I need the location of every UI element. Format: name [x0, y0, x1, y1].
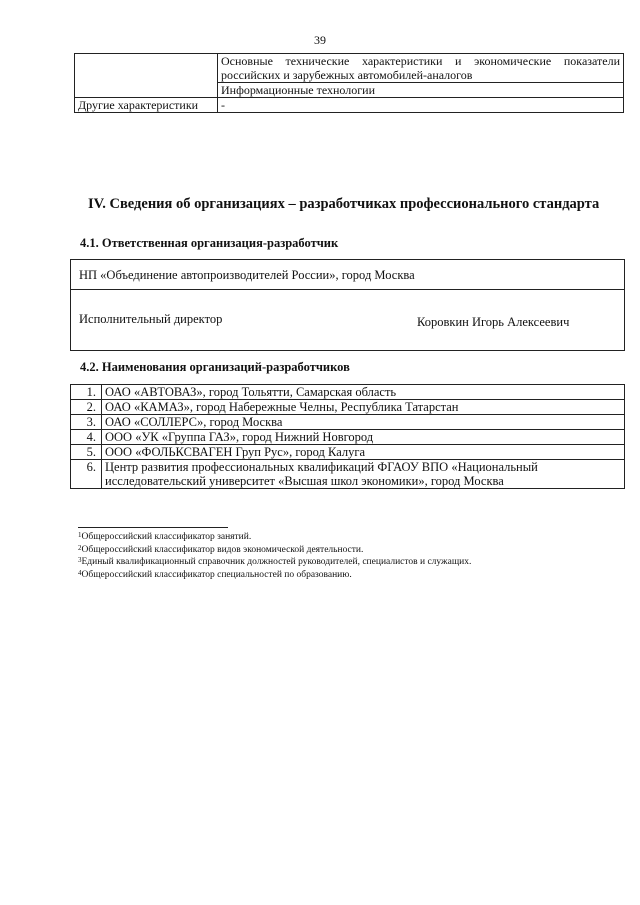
section-title: IV. Сведения об организациях – разработчиках профессионального стандарта [88, 196, 600, 212]
table-cell-label [75, 54, 218, 98]
table-row [71, 460, 625, 489]
page-number: 39 [314, 33, 326, 47]
table-cell-value: Информационные технологии [218, 83, 624, 98]
footnote-mark: 3 [78, 556, 82, 564]
org-name: ОАО «КАМАЗ», город Набережные Челны, Республика Татарстан [102, 400, 625, 415]
table-cell-label: Другие характеристики [75, 98, 218, 113]
row-number: 2. [71, 400, 102, 415]
footnote-mark: 4 [78, 568, 82, 577]
characteristics-table [74, 53, 624, 113]
footnote-rule [78, 527, 228, 528]
responsible-org-box [70, 259, 625, 351]
footnote-text: Общероссийский классификатор видов экономической деятельности. [81, 544, 364, 555]
footnote [78, 544, 471, 557]
footnotes [78, 531, 471, 581]
row-number: 6. [71, 460, 102, 489]
org-name: ООО «ФОЛЬКСВАГЕН Груп Рус», город Калуга [102, 445, 625, 460]
responsible-person: Коровкин Игорь Алексеевич [417, 315, 570, 329]
divider [71, 289, 624, 290]
footnote [78, 556, 471, 569]
table-row [71, 445, 625, 460]
table-row [71, 415, 625, 430]
footnote-mark: 2 [78, 543, 82, 552]
footnote-mark: 1 [78, 531, 82, 539]
org-name: ООО «УК «Группа ГАЗ», город Нижний Новгород [102, 430, 625, 445]
table-cell-value: - [218, 98, 624, 113]
row-number: 3. [71, 415, 102, 430]
footnote [78, 531, 471, 544]
responsible-org-name: НП «Объединение автопроизводителей России», город Москва [79, 268, 415, 282]
footnote-text: Общероссийский классификатор занятий. [81, 532, 252, 542]
table-cell-value: Основные технические характеристики и экономические показатели российских и зарубежных автомобилей-аналогов [218, 54, 624, 83]
row-number: 1. [71, 385, 102, 400]
footnote [78, 569, 471, 582]
developer-orgs-table [70, 384, 625, 489]
row-number: 5. [71, 445, 102, 460]
footnote-text: Общероссийский классификатор специальностей по образованию. [81, 569, 352, 580]
table-row [75, 98, 624, 113]
table-row [75, 54, 624, 83]
org-name: Центр развития профессиональных квалификаций ФГАОУ ВПО «Национальный исследовательский университет «Высшая школ экономики», город Москва [102, 460, 625, 489]
org-name: ОАО «АВТОВАЗ», город Тольятти, Самарская область [102, 385, 625, 400]
responsible-org-heading: 4.1. Ответственная организация-разработчик [80, 236, 339, 250]
developer-orgs-heading: 4.2. Наименования организаций-разработчиков [80, 360, 350, 374]
table-row [71, 400, 625, 415]
table-row [71, 385, 625, 400]
footnote-text: Единый квалификационный справочник должностей руководителей, специалистов и служащих. [81, 557, 472, 567]
responsible-position: Исполнительный директор [79, 312, 223, 326]
org-name: ОАО «СОЛЛЕРС», город Москва [102, 415, 625, 430]
table-row [71, 430, 625, 445]
row-number: 4. [71, 430, 102, 445]
